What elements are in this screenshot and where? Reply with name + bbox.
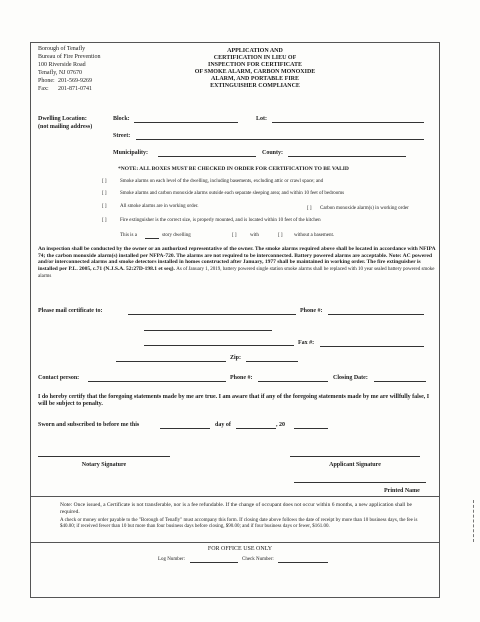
closing-date-label: Closing Date: — [333, 375, 368, 381]
without-label: without a basement. — [294, 233, 335, 238]
checkbox-3b[interactable]: [ ] — [307, 206, 312, 211]
printed-name-label: Printed Name — [384, 488, 420, 494]
printed-name-field[interactable] — [294, 482, 426, 483]
office-fax-label: Fax: — [38, 86, 49, 92]
contact-phone-field[interactable] — [258, 381, 328, 382]
mail-address-line-1[interactable] — [144, 330, 272, 331]
county-label: County: — [262, 150, 284, 156]
checkbox-2[interactable]: [ ] — [102, 191, 107, 196]
block-field[interactable] — [134, 122, 238, 123]
check-item-4: Fire extinguisher is the correct size, is properly mounted, and is located within 10 feet of the kitchen — [120, 218, 321, 223]
title-line-6: EXTINGUISHER COMPLIANCE — [210, 83, 300, 89]
with-checkbox[interactable]: [ ] — [232, 233, 237, 238]
mail-phone-label: Phone #: — [300, 308, 323, 314]
dwelling-location-sublabel: (not mailing address) — [38, 124, 93, 130]
stories-field[interactable] — [145, 238, 159, 239]
municipality-field[interactable] — [158, 156, 256, 157]
this-is-a-label: This is a — [120, 233, 137, 238]
inspection-text: An inspection shall be conducted by the owner or an authorized representative of the owner. The smoke alarms required above shall be located in accordance with NFIPA 74; the carbon monoxide alarm(s) installed per NFPA-720. The alarms are not required to be interconnected. Battery powered alarms are acceptable. Note: AC powered and/or interconnected alarms and smoke detectors installed in homes constructed after January, 1977 shall be maintained in working order. The fire extinguisher is installed per P.L. 2005, c.71 (N.J.S.A. 52:27D-198.1 et seq). — [38, 246, 436, 272]
notary-signature-label: Notary Signature — [81, 462, 127, 468]
municipality-label: Municipality: — [113, 150, 149, 156]
boxes-note: *NOTE: ALL BOXES MUST BE CHECKED IN ORDER FOR CERTIFICATION TO BE VALID — [118, 166, 349, 172]
closing-date-field[interactable] — [374, 381, 426, 382]
without-checkbox[interactable]: [ ] — [278, 233, 283, 238]
contact-person-label: Contact person: — [38, 375, 80, 381]
payment-note: A check or money order payable to the "Borough of Tenafly" must accompany this form. If closing date above follows the date of receipt by more than 10 business days, the fee is $40.00; if received fewer than 10 but more than four business days before closing, $90.00; and if four business days or fewer, $161.00. — [60, 518, 418, 529]
zip-label: Zip: — [230, 355, 242, 361]
contact-person-field[interactable] — [88, 381, 226, 382]
office-fax: 201-871-0741 — [58, 86, 92, 92]
mail-phone-field[interactable] — [328, 314, 424, 315]
with-label: with — [250, 233, 259, 238]
contact-phone-label: Phone #: — [230, 375, 253, 381]
lot-label: Lot: — [256, 116, 267, 122]
office-phone: 201-569-9269 — [58, 78, 92, 84]
mail-address-line-2[interactable] — [144, 345, 294, 346]
checkbox-4[interactable]: [ ] — [102, 218, 107, 223]
log-number-field[interactable] — [190, 562, 238, 563]
checkbox-1[interactable]: [ ] — [102, 179, 107, 184]
block-label: Block: — [113, 116, 130, 122]
mail-city-field[interactable] — [116, 361, 226, 362]
street-label: Street: — [113, 133, 131, 139]
checkbox-3[interactable]: [ ] — [102, 204, 107, 209]
office-use-header: FOR OFFICE USE ONLY — [207, 546, 273, 552]
sworn-year-label: , 20 — [276, 422, 285, 428]
applicant-signature-label: Applicant Signature — [329, 462, 381, 468]
title-line-2: CERTIFICATION IN LIEU OF — [213, 55, 297, 61]
sworn-year-field[interactable] — [294, 428, 328, 429]
sworn-month-field[interactable] — [236, 428, 276, 429]
check-item-3: All smoke alarms are in working order. — [120, 204, 199, 209]
inspection-paragraph — [38, 246, 438, 280]
check-number-label: Check Number: — [242, 557, 274, 562]
footer-divider — [30, 496, 440, 497]
story-dwelling-label: story dwelling — [162, 233, 191, 238]
zip-field[interactable] — [246, 361, 298, 362]
log-number-label: Log Number: — [158, 557, 186, 562]
title-line-1: APPLICATION AND — [227, 48, 283, 54]
mail-certificate-label: Please mail certificate to: — [38, 308, 103, 314]
inspection-small-text: As of January 1, 2019, battery powered single station smoke alarms shall be replaced with 10 year sealed battery powered smoke alarms — [38, 266, 435, 279]
office-use-divider — [30, 542, 440, 543]
lot-field[interactable] — [272, 122, 424, 123]
office-name: Borough of Tenafly — [38, 46, 86, 52]
office-phone-label: Phone: — [38, 78, 55, 84]
sworn-day-field[interactable] — [160, 428, 210, 429]
sworn-text: Sworn and subscribed to before me this — [38, 422, 140, 428]
mail-name-field[interactable] — [128, 314, 296, 315]
certification-statement: I do hereby certify that the foregoing statements made by me are true. I am aware that if any of the foregoing statements made by me are willfully false, I will be subject to penalty. — [38, 394, 430, 407]
check-item-1: Smoke alarms on each level of the dwelling, including basements, excluding attic or crawl space; and — [120, 179, 324, 184]
check-item-3b: Carbon monoxide alarm(s) in working order — [320, 206, 409, 211]
sworn-day-of-label: day of — [215, 422, 231, 428]
office-city: Tenafly, NJ 07670 — [38, 70, 83, 76]
check-item-2: Smoke alarms and carbon monoxide alarms outside each separate sleeping area; and within 10 feet of bedrooms — [120, 191, 345, 196]
check-number-field[interactable] — [278, 562, 328, 563]
office-street: 100 Riverside Road — [38, 62, 86, 68]
margin-dashed-mark — [473, 500, 474, 542]
notary-signature-field[interactable] — [38, 456, 170, 457]
mail-fax-field[interactable] — [320, 346, 424, 347]
title-line-5: ALARM, AND PORTABLE FIRE — [210, 76, 300, 82]
office-dept: Bureau of Fire Prevention — [38, 54, 101, 60]
transferability-note: Note: Once issued, a Certificate is not transferable, nor is a fee refundable. If the change of occupant does not occur within 6 months, a new application shall be required. — [60, 502, 412, 515]
street-field[interactable] — [136, 139, 424, 140]
applicant-signature-field[interactable] — [290, 456, 420, 457]
mail-fax-label: Fax #: — [298, 340, 315, 346]
title-line-3: INSPECTION FOR CERTIFICATE — [207, 62, 303, 68]
title-line-4: OF SMOKE ALARM, CARBON MONOXIDE — [194, 69, 316, 75]
county-field[interactable] — [288, 156, 406, 157]
dwelling-location-label: Dwelling Location: — [38, 116, 87, 122]
